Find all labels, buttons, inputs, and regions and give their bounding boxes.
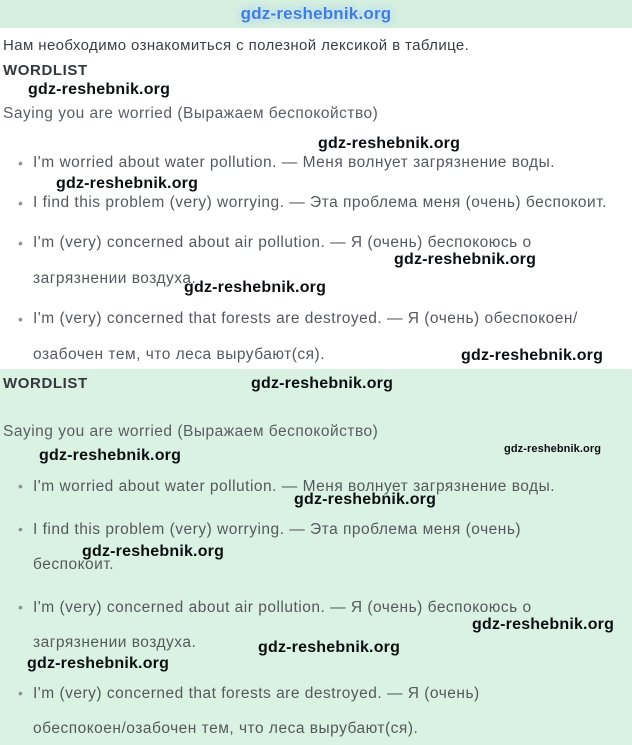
phrase-line: • I find this problem (very) worrying. — Эта проблема меня (очень) — [33, 521, 522, 538]
watermark: gdz-reshebnik.org — [394, 251, 537, 268]
wordlist-subheading: Saying you are worried (Выражаем беспокойство) — [3, 105, 379, 122]
phrase-line: • I find this problem (very) worrying. — Эта проблема меня (очень) беспокоит. — [33, 194, 607, 211]
watermark: gdz-reshebnik.org — [461, 347, 604, 364]
watermark: gdz-reshebnik.org — [27, 655, 170, 672]
watermark: gdz-reshebnik.org — [184, 279, 327, 296]
watermark: gdz-reshebnik.org — [258, 639, 401, 656]
watermark: gdz-reshebnik.org — [251, 375, 394, 392]
phrase-line: • I'm worried about water pollution. — Меня волнует загрязнение воды. — [33, 478, 556, 495]
intro-text: Нам необходимо ознакомиться с полезной лексикой в таблице. — [3, 37, 470, 54]
phrase-line: • I'm (very) concerned that forests are destroyed. — Я (очень) — [33, 685, 480, 702]
phrase-line: обеспокоен/озабочен тем, что леса вырубают(ся). — [33, 720, 419, 737]
watermark: gdz-reshebnik.org — [504, 443, 602, 455]
top-banner — [0, 0, 632, 28]
phrase-line: загрязнении воздуха. — [33, 634, 197, 651]
phrase-item — [33, 676, 628, 745]
phrase-line: • I'm (very) concerned about air pollution. — Я (очень) беспокоюсь о — [33, 234, 532, 251]
phrase-line: беспокоит. — [33, 556, 115, 573]
wordlist-section-1 — [0, 28, 632, 369]
watermark: gdz-reshebnik.org — [28, 81, 171, 98]
phrase-line: • I'm (very) concerned about air pollution. — Я (очень) беспокоюсь о — [33, 599, 532, 616]
wordlist-heading: WORDLIST — [3, 375, 88, 392]
wordlist-heading: WORDLIST — [3, 62, 88, 79]
phrase-item — [33, 225, 628, 297]
phrase-list — [3, 469, 628, 745]
watermark: gdz-reshebnik.org — [82, 543, 225, 560]
phrase-line: • I'm (very) concerned that forests are destroyed. — Я (очень) обеспокоен/ — [33, 310, 578, 327]
phrase-line: загрязнении воздуха. — [33, 270, 197, 287]
phrase-line: • I'm worried about water pollution. — Меня волнует загрязнение воды. — [33, 154, 556, 171]
site-watermark: gdz-reshebnik.org — [240, 4, 392, 23]
phrase-line: озабочен тем, что леса вырубают(ся). — [33, 346, 326, 363]
watermark: gdz-reshebnik.org — [39, 447, 182, 464]
watermark: gdz-reshebnik.org — [56, 175, 199, 192]
watermark: gdz-reshebnik.org — [318, 135, 461, 152]
wordlist-subheading: Saying you are worried (Выражаем беспокойство) — [3, 423, 379, 440]
watermark: gdz-reshebnik.org — [294, 491, 437, 508]
watermark: gdz-reshebnik.org — [472, 616, 615, 633]
